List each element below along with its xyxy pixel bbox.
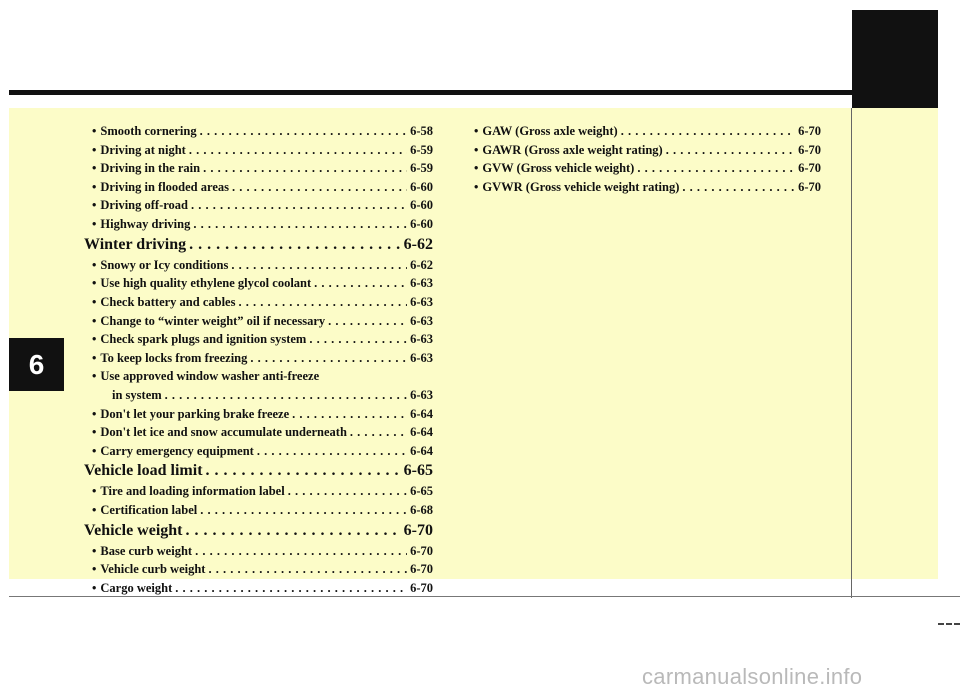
toc-entry-title: GAWR (Gross axle weight rating) xyxy=(482,142,663,157)
toc-entry-title: Vehicle load limit xyxy=(84,462,203,480)
toc-entry-title: Change to “winter weight” oil if necessary xyxy=(100,313,326,328)
toc-page-number: 6-58 xyxy=(410,124,433,138)
toc-entry-title: GAW (Gross axle weight) xyxy=(482,124,618,138)
toc-entry-title: Don't let your parking brake freeze xyxy=(100,406,290,421)
toc-entry-continued[interactable] xyxy=(84,386,433,405)
panel-divider xyxy=(851,108,852,598)
bullet-icon: • xyxy=(92,562,97,577)
bullet-icon: • xyxy=(92,161,97,176)
toc-entry[interactable] xyxy=(84,274,433,293)
bullet-icon: • xyxy=(92,406,97,421)
bullet-icon: • xyxy=(474,124,479,138)
toc-page-number: 6-70 xyxy=(403,521,433,539)
chapter-number: 6 xyxy=(28,348,45,380)
dot-leader xyxy=(206,460,401,482)
toc-entry-title: Highway driving xyxy=(100,216,191,231)
toc-heading[interactable] xyxy=(84,460,433,482)
bullet-icon: • xyxy=(92,313,97,328)
toc-entry-title: GVWR (Gross vehicle weight rating) xyxy=(482,179,680,194)
toc-page-number: 6-70 xyxy=(798,161,821,176)
toc-page-number: 6-64 xyxy=(410,443,433,458)
toc-entry[interactable] xyxy=(84,367,433,386)
dot-leader xyxy=(208,560,407,579)
dash-mark xyxy=(938,623,960,626)
toc-entry[interactable] xyxy=(84,312,433,331)
toc-page-number: 6-68 xyxy=(410,503,433,518)
toc-page-number: 6-70 xyxy=(410,543,433,558)
bullet-icon: • xyxy=(92,350,97,365)
toc-entry-title: Tire and loading information label xyxy=(100,484,285,499)
toc-page-number: 6-65 xyxy=(403,462,433,480)
bullet-icon: • xyxy=(92,443,97,458)
toc-page-number: 6-64 xyxy=(410,425,433,440)
dot-leader xyxy=(189,141,407,160)
toc-page-number: 6-70 xyxy=(798,179,821,194)
bullet-icon: • xyxy=(474,179,479,194)
toc-page-number: 6-62 xyxy=(410,257,433,272)
dot-leader xyxy=(195,542,407,561)
dot-leader xyxy=(189,234,401,256)
toc-page-number: 6-63 xyxy=(410,276,433,291)
toc-heading[interactable] xyxy=(84,520,433,542)
toc-entry-title: Driving at night xyxy=(100,142,186,157)
toc-entry-title: Don't let ice and snow accumulate underneath xyxy=(100,425,347,440)
toc-entry-title: Use approved window washer anti-freeze xyxy=(100,369,320,384)
toc-entry-title: Winter driving xyxy=(84,235,187,253)
toc-entry-title: in system xyxy=(112,387,162,402)
dot-leader xyxy=(288,482,407,501)
toc-entry-title: Check spark plugs and ignition system xyxy=(100,332,307,347)
toc-page-number: 6-70 xyxy=(798,142,821,157)
toc-entry[interactable] xyxy=(84,349,433,368)
toc-entry-title: Carry emergency equipment xyxy=(100,443,254,458)
dot-leader xyxy=(621,122,795,141)
toc-entry[interactable] xyxy=(84,330,433,349)
bullet-icon: • xyxy=(92,543,97,558)
top-rule xyxy=(9,90,852,95)
toc-entry[interactable] xyxy=(84,501,433,520)
toc-page-number: 6-63 xyxy=(410,332,433,347)
dot-leader xyxy=(666,141,795,160)
toc-entry-title: GVW (Gross vehicle weight) xyxy=(482,161,635,176)
toc-entry-title: Driving off-road xyxy=(100,198,189,213)
toc-entry[interactable] xyxy=(84,215,433,234)
toc-entry[interactable] xyxy=(84,482,433,501)
toc-entry[interactable] xyxy=(84,141,433,160)
toc-page-number: 6-62 xyxy=(403,235,433,253)
bullet-icon: • xyxy=(92,198,97,213)
dot-leader xyxy=(309,330,407,349)
bullet-icon: • xyxy=(92,179,97,194)
toc-entry[interactable] xyxy=(466,141,821,160)
toc-entry[interactable] xyxy=(466,178,821,197)
bullet-icon: • xyxy=(92,332,97,347)
toc-entry-title: Smooth cornering xyxy=(100,124,197,138)
bullet-icon: • xyxy=(92,484,97,499)
chapter-tab[interactable] xyxy=(9,338,64,391)
bullet-icon: • xyxy=(92,216,97,231)
dot-leader xyxy=(350,423,407,442)
dot-leader xyxy=(257,442,407,461)
toc-page-number: 6-60 xyxy=(410,216,433,231)
toc-page-number: 6-70 xyxy=(410,581,433,596)
toc-entry-title: Driving in the rain xyxy=(100,161,201,176)
toc-entry[interactable] xyxy=(84,293,433,312)
toc-page-number: 6-63 xyxy=(410,313,433,328)
dot-leader xyxy=(314,274,407,293)
bullet-icon: • xyxy=(92,294,97,309)
toc-page-number: 6-70 xyxy=(410,562,433,577)
toc-entry[interactable] xyxy=(84,159,433,178)
dot-leader xyxy=(191,196,407,215)
toc-entry[interactable] xyxy=(84,256,433,275)
bullet-icon: • xyxy=(474,161,479,176)
toc-page-number: 6-59 xyxy=(410,161,433,176)
toc-entry[interactable] xyxy=(84,442,433,461)
toc-entry[interactable] xyxy=(84,196,433,215)
toc-entry-title: Base curb weight xyxy=(100,543,193,558)
bullet-icon: • xyxy=(92,142,97,157)
toc-entry[interactable] xyxy=(84,122,433,141)
dot-leader xyxy=(175,579,407,598)
bullet-icon: • xyxy=(92,425,97,440)
dot-leader xyxy=(165,386,407,405)
bullet-icon: • xyxy=(92,503,97,518)
toc-entry-title: Use high quality ethylene glycol coolant xyxy=(100,276,312,291)
watermark: carmanualsonline.info xyxy=(642,664,863,689)
toc-entry-title: Check battery and cables xyxy=(100,294,236,309)
toc-left-column xyxy=(84,122,433,598)
toc-entry[interactable] xyxy=(84,579,433,598)
toc-entry[interactable] xyxy=(466,122,821,141)
dot-leader xyxy=(200,122,408,141)
bullet-icon: • xyxy=(474,142,479,157)
bullet-icon: • xyxy=(92,257,97,272)
toc-entry[interactable] xyxy=(84,542,433,561)
toc-entry-title: Vehicle weight xyxy=(84,521,183,539)
dot-leader xyxy=(193,215,407,234)
toc-entry-title: Vehicle curb weight xyxy=(100,562,206,577)
dot-leader xyxy=(232,178,407,197)
dot-leader xyxy=(238,293,407,312)
toc-entry[interactable] xyxy=(84,560,433,579)
toc-page-number: 6-64 xyxy=(410,406,433,421)
dot-leader xyxy=(682,178,795,197)
dot-leader xyxy=(231,256,407,275)
toc-page-number: 6-60 xyxy=(410,179,433,194)
toc-entry-title: To keep locks from freezing xyxy=(100,350,248,365)
toc-entry-title: Snowy or Icy conditions xyxy=(100,257,229,272)
corner-tab xyxy=(852,10,938,108)
dot-leader xyxy=(292,405,407,424)
toc-entry-title: Driving in flooded areas xyxy=(100,179,229,194)
toc-page-number: 6-65 xyxy=(410,484,433,499)
bullet-icon: • xyxy=(92,124,97,138)
dot-leader xyxy=(203,159,407,178)
bullet-icon: • xyxy=(92,369,97,384)
toc-entry-title: Certification label xyxy=(100,503,198,518)
dot-leader xyxy=(328,312,407,331)
toc-page-number: 6-63 xyxy=(410,294,433,309)
toc-heading[interactable] xyxy=(84,234,433,256)
dot-leader xyxy=(250,349,407,368)
toc-entry[interactable] xyxy=(84,178,433,197)
toc-entry[interactable] xyxy=(84,423,433,442)
toc-page-number: 6-59 xyxy=(410,142,433,157)
toc-entry-title: Cargo weight xyxy=(100,581,173,596)
toc-entry[interactable] xyxy=(466,159,821,178)
toc-page-number: 6-60 xyxy=(410,198,433,213)
toc-entry[interactable] xyxy=(84,405,433,424)
bullet-icon: • xyxy=(92,276,97,291)
toc-right-column xyxy=(466,122,821,196)
toc-page-number: 6-63 xyxy=(410,387,433,402)
toc-page-number: 6-70 xyxy=(798,124,821,138)
dot-leader xyxy=(186,520,401,542)
dot-leader xyxy=(200,501,407,520)
bullet-icon: • xyxy=(92,581,97,596)
dot-leader xyxy=(637,159,795,178)
toc-page-number: 6-63 xyxy=(410,350,433,365)
